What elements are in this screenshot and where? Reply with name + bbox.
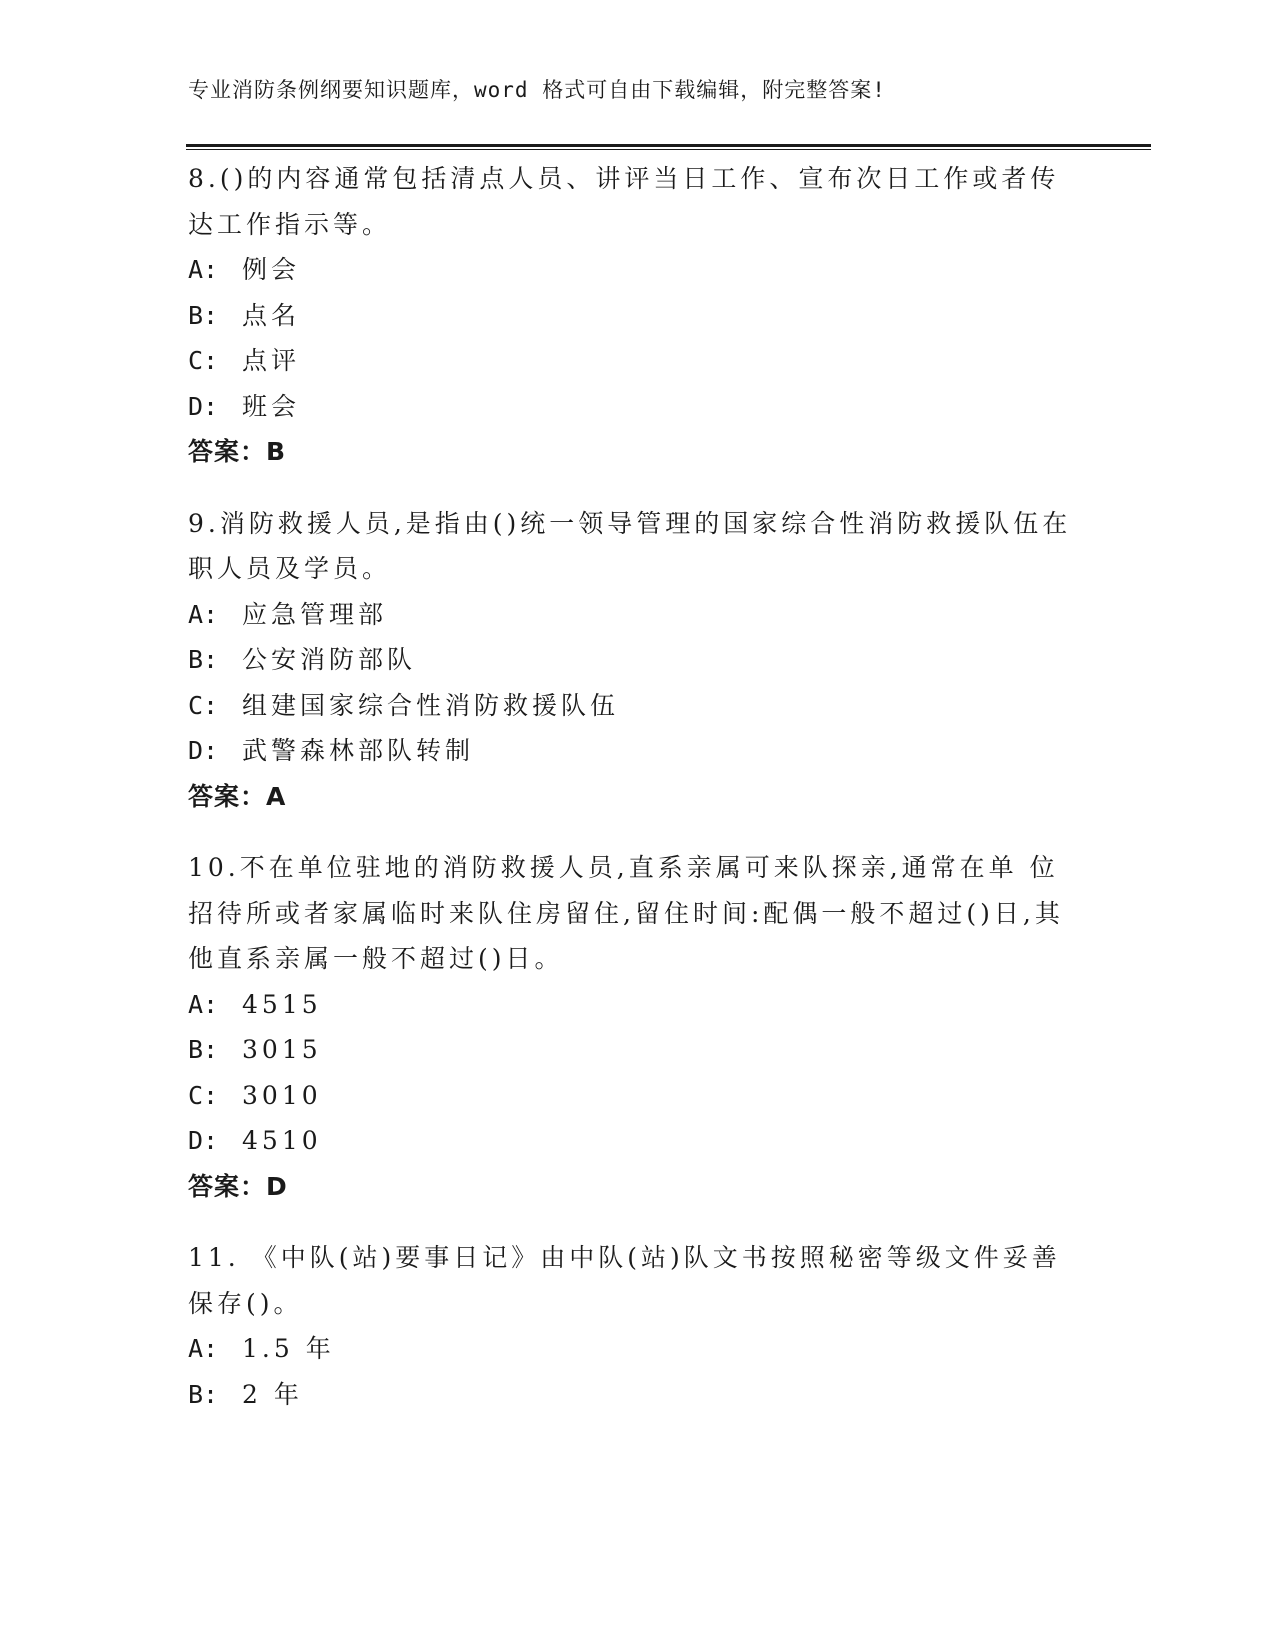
question-text: 8.()的内容通常包括清点人员、讲评当日工作、宣布次日工作或者传 (188, 164, 1060, 193)
answer-key: 答案：D (188, 1171, 288, 1201)
answer-option (188, 683, 1088, 729)
question-list (188, 156, 1088, 1443)
question-block (188, 845, 1088, 1209)
option-text: 武警森林部队转制 (242, 736, 475, 765)
option-letter: D: (188, 391, 219, 421)
answer-option (188, 982, 1088, 1028)
option-text: 点评 (242, 346, 301, 375)
answer-option (188, 293, 1088, 339)
answer-option (188, 1118, 1088, 1164)
option-letter: A: (188, 989, 219, 1019)
option-text: 组建国家综合性消防救援队伍 (242, 690, 620, 720)
option-letter: C: (188, 1080, 219, 1110)
question-text: 达工作指示等。 (188, 209, 392, 239)
option-text: 应急管理部 (242, 599, 388, 629)
option-letter: D: (188, 736, 219, 765)
answer-option (188, 1326, 1088, 1372)
answer-option (188, 592, 1088, 638)
question-text: 保存()。 (188, 1288, 303, 1318)
question-text: 职人员及学员。 (188, 554, 392, 583)
answer-option (188, 247, 1088, 293)
header-divider (186, 144, 1151, 147)
option-letter: B: (188, 1035, 219, 1064)
question-text: 10.不在单位驻地的消防救援人员,直系亲属可来队探亲,通常在单 位 (188, 853, 1059, 882)
question-text: 招待所或者家属临时来队住房留住,留住时间:配偶一般不超过()日,其 (188, 898, 1064, 928)
option-text: 2 年 (242, 1379, 303, 1409)
option-text: 1.5 年 (242, 1334, 335, 1363)
question-text: 11. 《中队(站)要事日记》由中队(站)队文书按照秘密等级文件妥善 (188, 1243, 1061, 1272)
answer-option (188, 384, 1088, 430)
question-text: 他直系亲属一般不超过()日。 (188, 944, 564, 973)
answer-option (188, 637, 1088, 683)
option-letter: D: (188, 1126, 219, 1155)
option-letter: B: (188, 300, 219, 330)
option-letter: B: (188, 1379, 219, 1409)
question-text: 9.消防救援人员,是指由()统一领导管理的国家综合性消防救援队伍在 (188, 508, 1072, 538)
option-text: 公安消防部队 (242, 645, 417, 674)
answer-key: 答案：A (188, 781, 287, 811)
option-letter: C: (188, 690, 219, 720)
option-text: 3015 (242, 1035, 322, 1064)
header-divider-thin (186, 149, 1151, 150)
option-text: 班会 (242, 391, 301, 421)
question-block (188, 1235, 1088, 1417)
option-text: 3010 (242, 1080, 322, 1110)
option-letter: A: (188, 255, 219, 284)
option-text: 4515 (242, 989, 322, 1019)
option-text: 4510 (242, 1126, 322, 1155)
answer-option (188, 1027, 1088, 1073)
option-letter: C: (188, 346, 219, 375)
option-text: 点名 (242, 300, 301, 330)
question-block (188, 501, 1088, 820)
question-block (188, 156, 1088, 475)
option-text: 例会 (242, 255, 301, 284)
answer-key: 答案：B (188, 437, 287, 466)
option-letter: A: (188, 599, 219, 629)
option-letter: A: (188, 1334, 219, 1363)
answer-option (188, 728, 1088, 774)
answer-option (188, 1372, 1088, 1418)
document-header: 专业消防条例纲要知识题库，word 格式可自由下载编辑，附完整答案! (188, 78, 886, 102)
answer-option (188, 338, 1088, 384)
answer-option (188, 1073, 1088, 1119)
option-letter: B: (188, 645, 219, 674)
